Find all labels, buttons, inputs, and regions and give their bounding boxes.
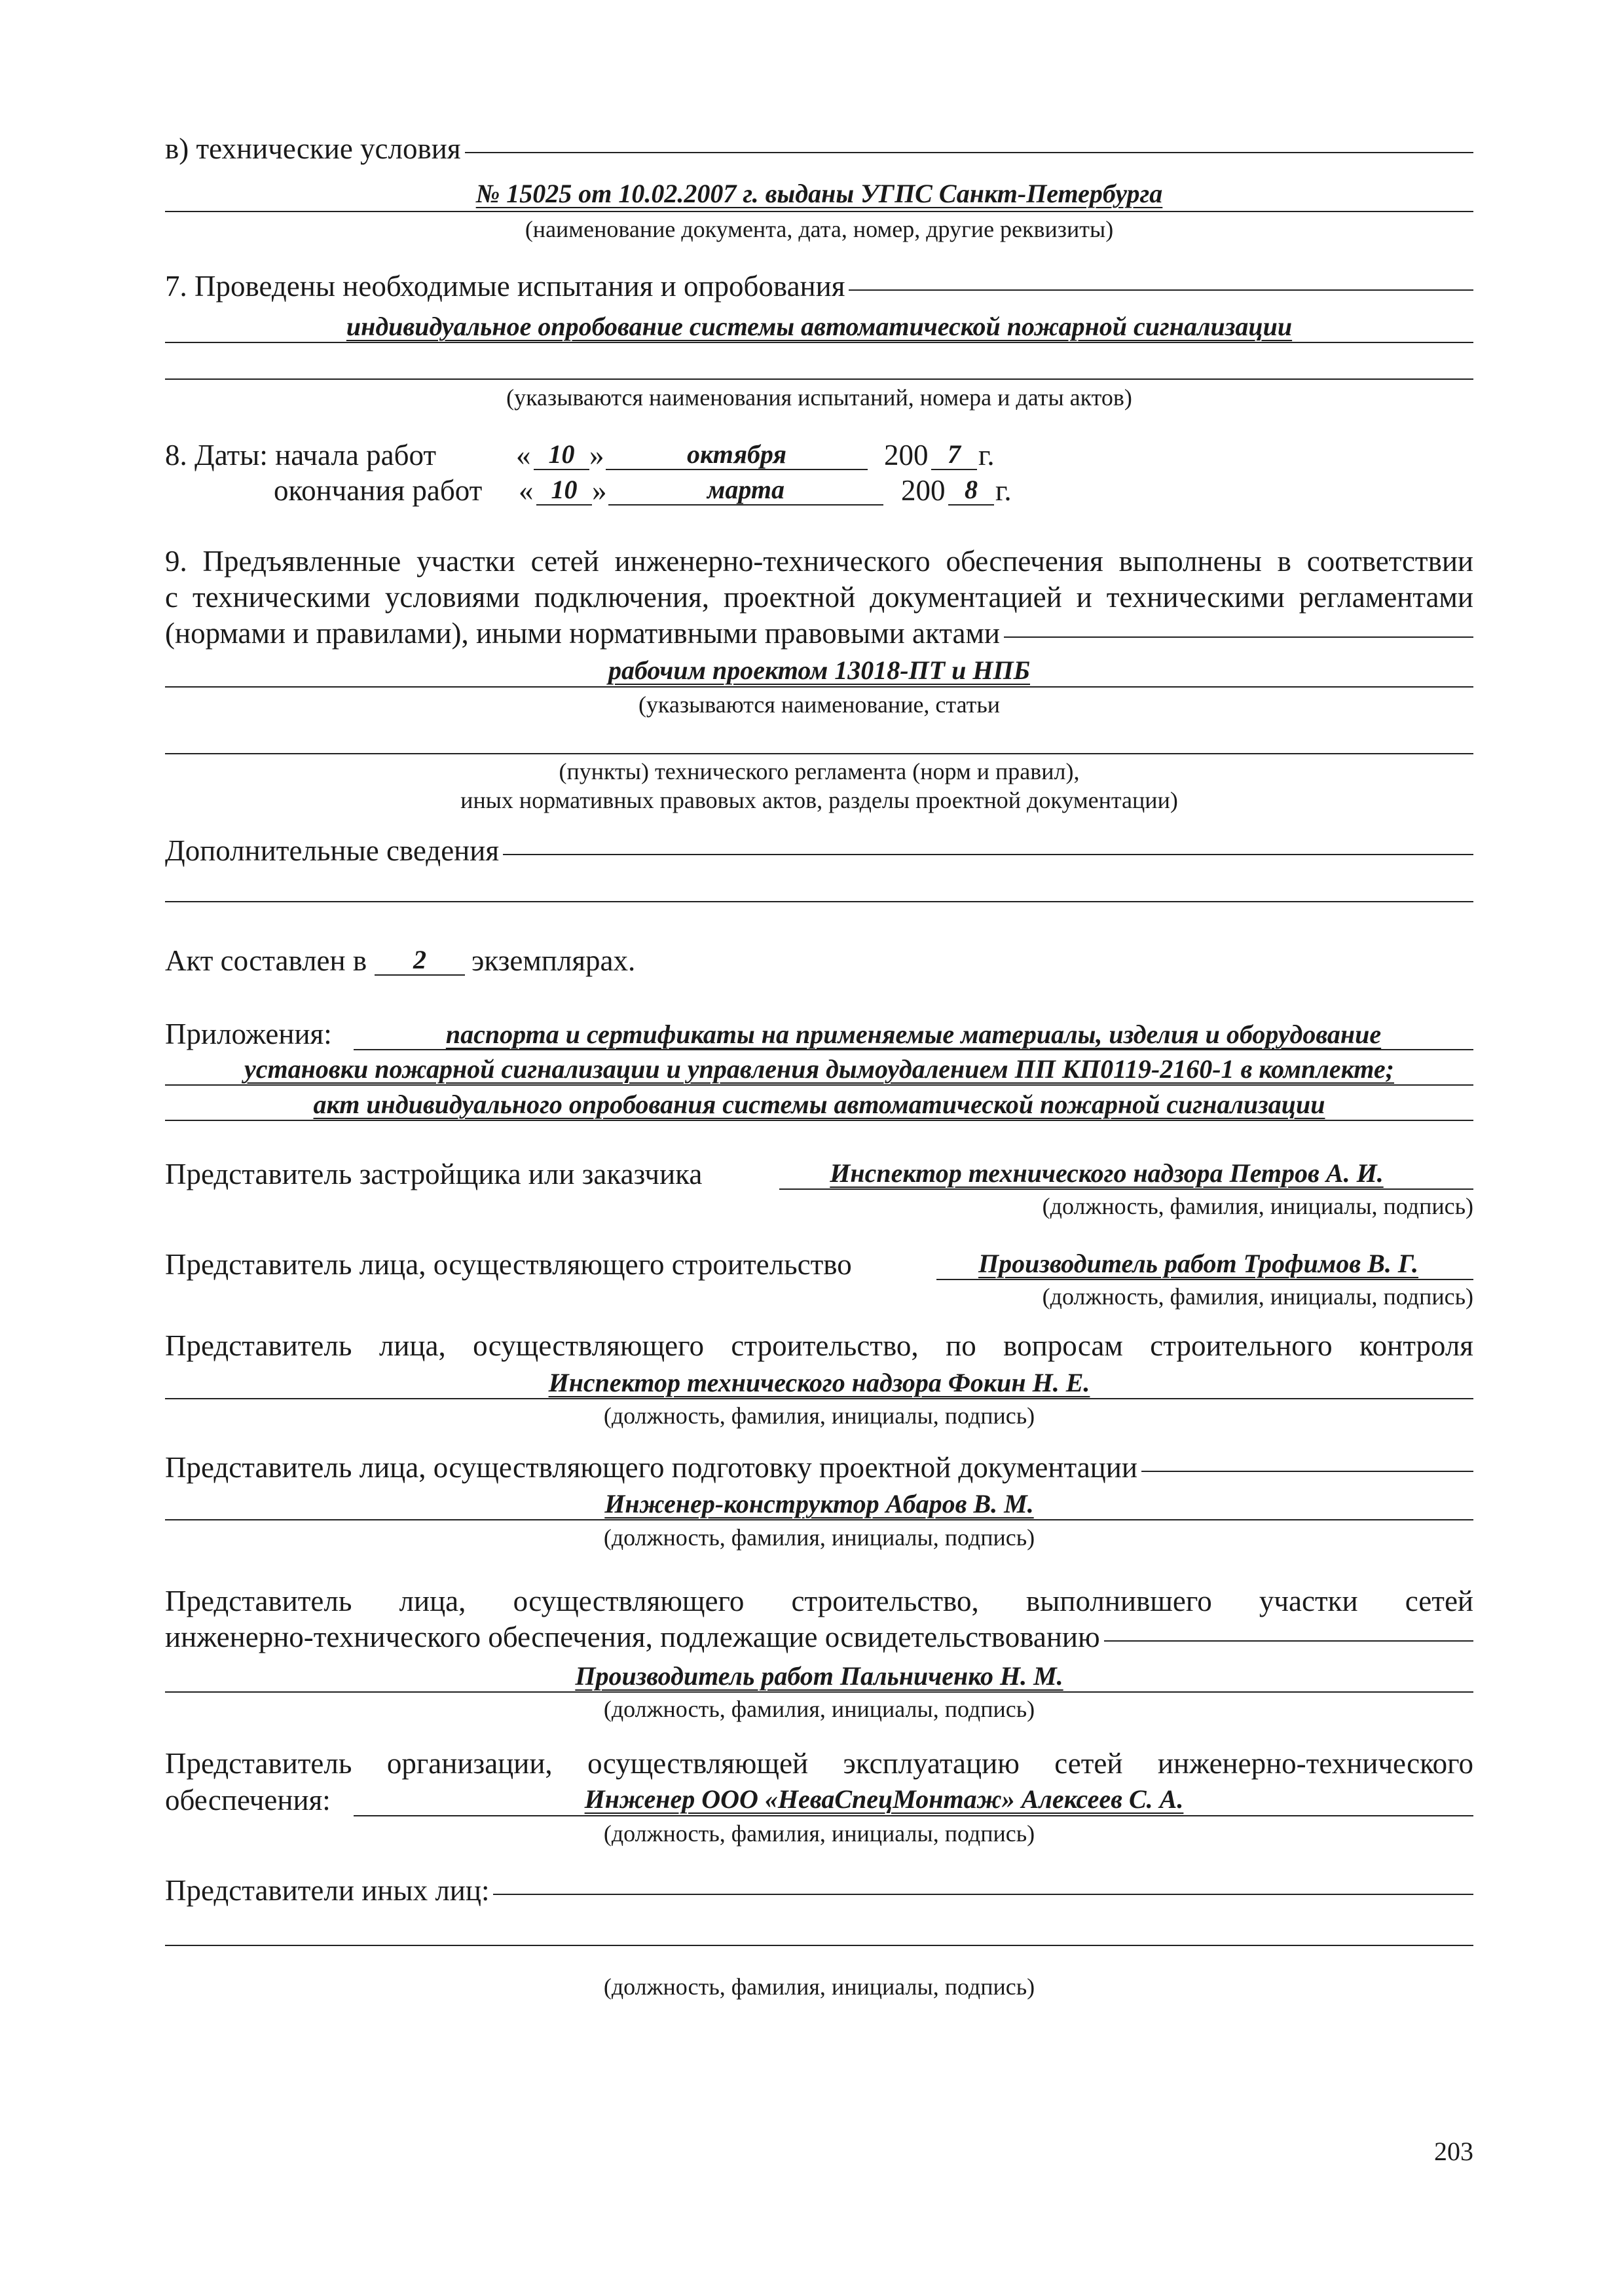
- contractor-caption: (должность, фамилия, инициалы, подпись): [603, 1696, 1035, 1722]
- compliance-line-3: (нормами и правилами), иными нормативными правовыми актами: [165, 617, 1001, 650]
- dates-end-quote-close: »: [592, 474, 607, 507]
- tech-conditions-row: [165, 131, 1473, 166]
- tests-value: индивидуальное опробование системы автоматической пожарной сигнализации: [346, 312, 1293, 341]
- tech-conditions-value: № 15025 от 10.02.2007 г. выданы УГПС Санкт-Петербурга: [475, 179, 1163, 208]
- developer-caption: (должность, фамилия, инициалы, подпись): [1042, 1193, 1473, 1219]
- dates-end-day: 10: [551, 475, 578, 504]
- operator-label-1: Представитель организации, осуществляющей эксплуатацию сетей инженерно-технического: [165, 1747, 1473, 1780]
- builder-caption: (должность, фамилия, инициалы, подпись): [1042, 1283, 1473, 1310]
- additional-line-2: [165, 901, 1473, 902]
- contractor-label-2: инженерно-технического обеспечения, подлежащие освидетельствованию: [165, 1621, 1100, 1653]
- builder-label: Представитель лица, осуществляющего строительство: [165, 1248, 852, 1281]
- dates-end-quote-open: «: [519, 474, 534, 507]
- compliance-caption-3: иных нормативных правовых актов, разделы проектной документации): [460, 787, 1178, 813]
- operator-value: Инженер ООО «НеваСпецМонтаж» Алексеев С. А.: [584, 1784, 1184, 1814]
- compliance-value-line: [165, 686, 1473, 688]
- compliance-caption-1: (указываются наименование, статьи: [638, 691, 1001, 718]
- tests-line-2: [165, 378, 1473, 380]
- dates-start-label: 8. Даты: начала работ: [165, 439, 437, 471]
- dates-start-day: 10: [548, 439, 575, 469]
- dates-start-year: 7: [948, 439, 961, 469]
- tech-conditions-label: в) технические условия: [165, 132, 461, 165]
- copies-label-after: экземплярах.: [471, 944, 636, 977]
- dates-start-quote-close: »: [589, 439, 604, 471]
- page-number: 203: [1434, 2137, 1473, 2166]
- tech-conditions-caption: (наименование документа, дата, номер, другие реквизиты): [525, 216, 1114, 242]
- dates-start-year-prefix: 200: [884, 439, 929, 471]
- additional-label: Дополнительные сведения: [165, 834, 500, 867]
- compliance-row-3: [165, 616, 1473, 651]
- dates-end-month: марта: [707, 475, 784, 504]
- operator-label-2: обеспечения:: [165, 1784, 331, 1816]
- attachments-value-1: паспорта и сертификаты на применяемые материалы, изделия и оборудование: [445, 1020, 1382, 1049]
- copies-value: 2: [413, 945, 426, 974]
- tests-label: 7. Проведены необходимые испытания и опробования: [165, 270, 845, 303]
- design-row: [165, 1450, 1473, 1485]
- dates-start-month: октября: [687, 439, 786, 469]
- dates-end-year-suffix: г.: [995, 474, 1012, 507]
- tech-conditions-line: [165, 211, 1473, 212]
- copies-label-before: Акт составлен в: [165, 944, 367, 977]
- others-line-2: [165, 1945, 1473, 1946]
- contractor-row-2: [165, 1619, 1473, 1655]
- developer-label: Представитель застройщика или заказчика: [165, 1158, 703, 1190]
- contractor-label-1: Представитель лица, осуществляющего строительство, выполнившего участки сетей: [165, 1585, 1473, 1617]
- compliance-line-2: с техническими условиями подключения, проектной документацией и техническими регламентами: [165, 581, 1473, 614]
- operator-caption: (должность, фамилия, инициалы, подпись): [603, 1820, 1035, 1847]
- others-label: Представители иных лиц:: [165, 1874, 490, 1907]
- contractor-value: Производитель работ Пальниченко Н. М.: [575, 1661, 1063, 1691]
- tests-row: [165, 268, 1473, 304]
- additional-row: [165, 833, 1473, 868]
- design-caption: (должность, фамилия, инициалы, подпись): [603, 1524, 1035, 1551]
- dates-end-year: 8: [965, 475, 978, 504]
- dates-start-quote-open: «: [516, 439, 531, 471]
- others-row: [165, 1873, 1473, 1908]
- design-label: Представитель лица, осуществляющего подготовку проектной документации: [165, 1451, 1137, 1484]
- builder-value: Производитель работ Трофимов В. Г.: [978, 1249, 1418, 1278]
- compliance-value: рабочим проектом 13018-ПТ и НПБ: [608, 655, 1030, 685]
- control-caption: (должность, фамилия, инициалы, подпись): [603, 1403, 1035, 1429]
- attachments-value-3: акт индивидуального опробования системы автоматической пожарной сигнализации: [313, 1090, 1325, 1119]
- developer-value: Инспектор технического надзора Петров А. И.: [830, 1158, 1384, 1188]
- dates-end-label: окончания работ: [274, 474, 483, 507]
- dates-start-year-suffix: г.: [978, 439, 995, 471]
- control-value: Инспектор технического надзора Фокин Н. Е.: [548, 1368, 1090, 1397]
- compliance-line-1: 9. Предъявленные участки сетей инженерно-технического обеспечения выполнены в соответствии: [165, 545, 1473, 578]
- tests-caption: (указываются наименования испытаний, номера и даты актов): [506, 384, 1132, 411]
- compliance-caption-2: (пункты) технического регламента (норм и правил),: [559, 758, 1080, 784]
- design-value: Инженер-конструктор Абаров В. М.: [604, 1489, 1034, 1518]
- operator-line: [354, 1815, 1473, 1816]
- attachments-label: Приложения:: [165, 1018, 332, 1050]
- control-label: Представитель лица, осуществляющего строительство, по вопросам строительного контроля: [165, 1329, 1473, 1362]
- others-caption: (должность, фамилия, инициалы, подпись): [603, 1974, 1035, 2000]
- dates-end-year-prefix: 200: [901, 474, 946, 507]
- attachments-value-2: установки пожарной сигнализации и управления дымоудалением ПП КП0119-2160-1 в комплекте;: [244, 1054, 1394, 1084]
- compliance-line-blank: [165, 753, 1473, 754]
